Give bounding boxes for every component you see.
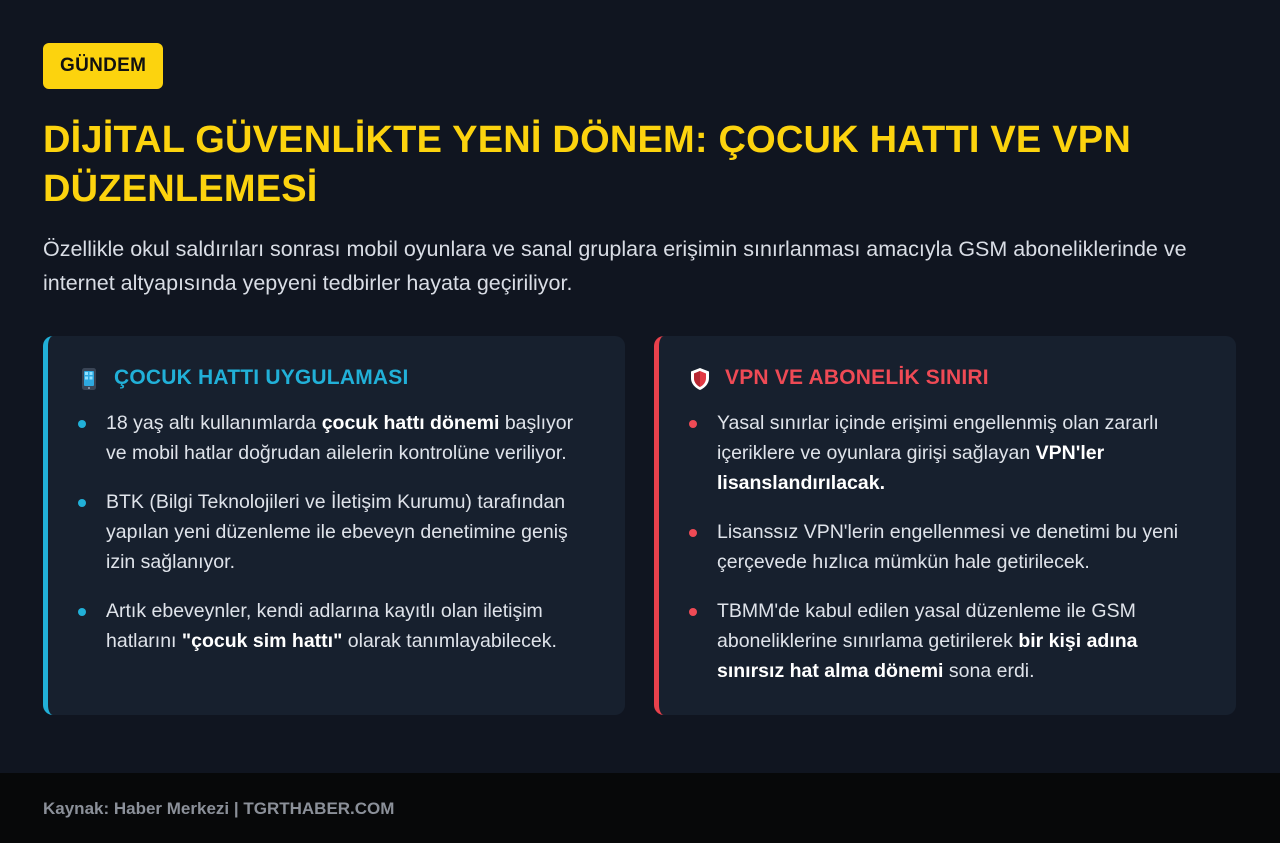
bullet-icon [78,499,86,507]
item-text: başlıyor ve mobil hatlar doğrudan ailelerin kontrolüne veriliyor. [106,412,574,464]
bullet-icon [78,608,86,616]
item-text: Lisanssız VPN'lerin engellenmesi ve denetimi bu yeni çerçevede hızlıca mümkün hale getirilecek. [717,521,1179,573]
list-item [78,487,599,577]
item-text: olarak tanımlayabilecek. [342,630,557,652]
item-emphasis: çocuk hattı dönemi [321,412,500,434]
page-title: DİJİTAL GÜVENLİKTE YENİ DÖNEM: ÇOCUK HATTI VE VPN DÜZENLEMESİ [43,119,1131,210]
item-text: sona erdi. [943,660,1035,682]
item-text: Yasal sınırlar içinde erişimi engellenmiş olan zararlı içeriklere ve oyunlara girişi sağlayan [717,412,1159,464]
item-text: Artık ebeveynler, kendi adlarına kayıtlı olan iletişim hatlarını [106,600,543,652]
list-item [689,596,1210,686]
category-badge: GÜNDEM [43,43,163,89]
mobile-phone-icon [78,367,100,389]
bullet-icon [689,420,697,428]
shield-icon [689,367,711,389]
item-text: BTK (Bilgi Teknolojileri ve İletişim Kurumu) tarafından yapılan yeni düzenleme ile ebeveyn denetimine geniş izin sağlanıyor. [106,491,568,573]
bullet-icon [689,608,697,616]
list-item [689,517,1210,577]
lead-paragraph: Özellikle okul saldırıları sonrası mobil oyunlara ve sanal gruplara erişimin sınırlanması amacıyla GSM aboneliklerinde ve internet altyapısında yepyeni tedbirler hayata geçiriliyor. [43,237,1187,295]
bullet-icon [78,420,86,428]
item-emphasis: VPN'ler lisanslandırılacak. [717,442,1105,494]
item-emphasis: "çocuk sim hattı" [181,630,343,652]
source-footer: Kaynak: Haber Merkezi | TGRTHABER.COM [0,773,1280,843]
card-header [78,358,599,398]
bullet-icon [689,529,697,537]
card-list [689,408,1210,686]
card-vpn-limit [654,336,1236,715]
item-text: TBMM'de kabul edilen yasal düzenleme ile GSM aboneliklerine sınırlama getirilerek [717,600,1136,652]
card-header [689,358,1210,398]
list-item [78,596,599,656]
card-list [78,408,599,656]
card-child-line [43,336,625,715]
card-title: ÇOCUK HATTI UYGULAMASI [114,366,409,389]
item-emphasis: bir kişi adına sınırsız hat alma dönemi [717,630,1138,682]
item-text: 18 yaş altı kullanımlarda [106,412,322,434]
list-item [78,408,599,468]
list-item [689,408,1210,498]
card-title: VPN VE ABONELİK SINIRI [725,366,989,389]
